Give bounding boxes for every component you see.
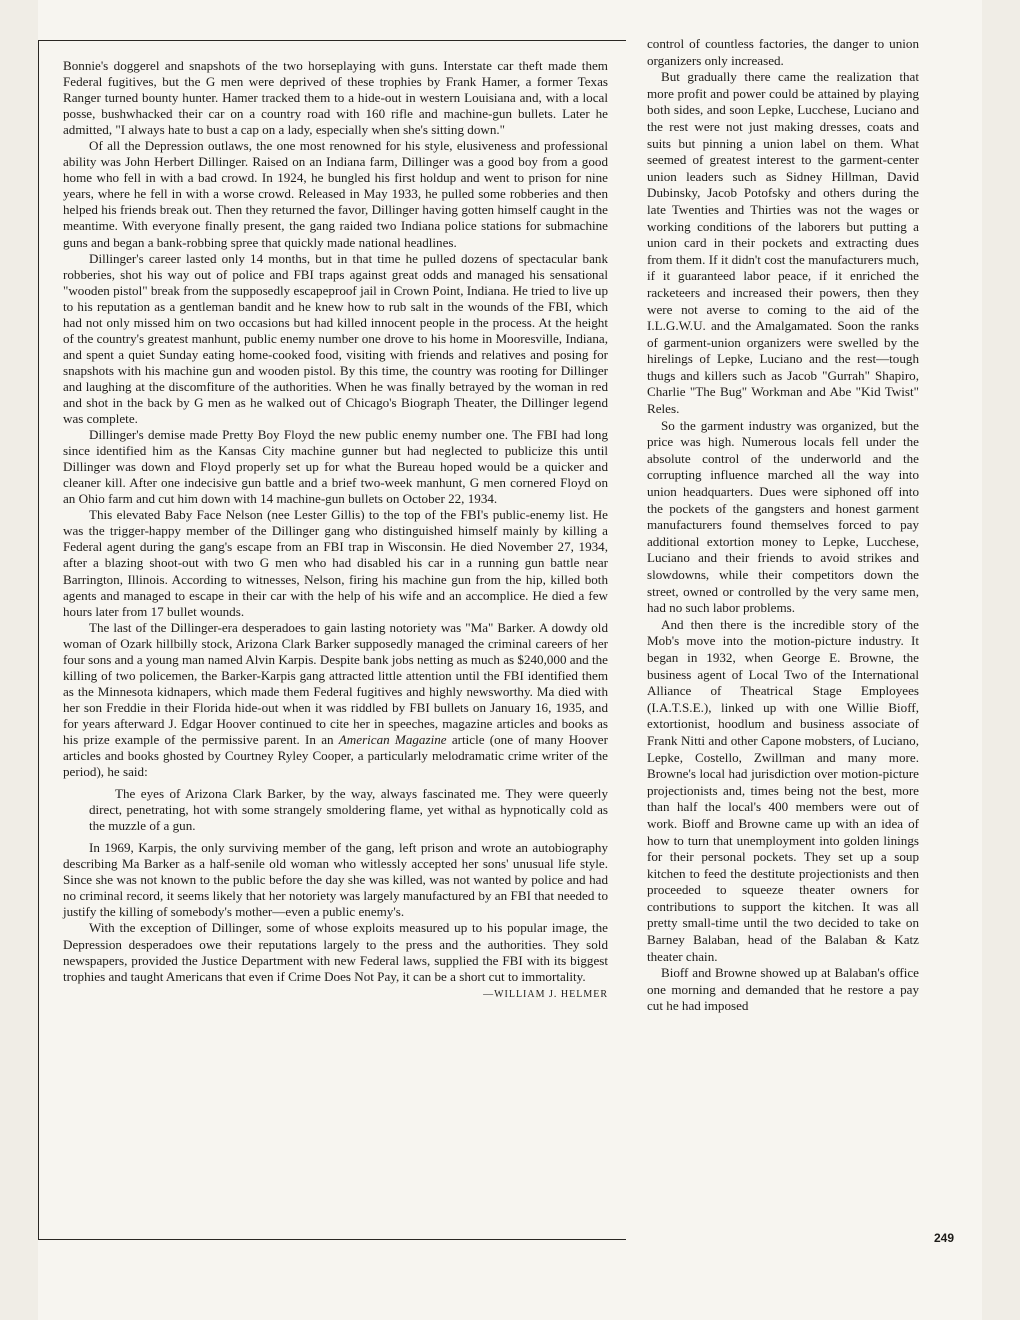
paragraph: Dillinger's career lasted only 14 months, but in that time he pulled dozens of spectacular bank robberies, shot his way out of police and FBI traps against great odds and managed his sensational "wooden pistol" break from the supposedly escapeproof jail in Crown Point, Indiana. He tried to live up to his reputation as a gentleman bandit and he knew how to rub salt in the wounds of the FBI, which had not only missed him on two occasions but had killed innocent people in the process. At the height of the country's greatest manhunt, public enemy number one drove to his home in Mooresville, Indiana, and spent a quiet Sunday eating home-cooked food, visiting with friends and relatives and posing for snapshots with his machine gun and wooden pistol. By this time, the country was rooting for Dillinger and laughing at the discomfiture of the authorities. When he was finally betrayed by the woman in red and shot in the back by G men as he walked out of Chicago's Biograph Theater, the Dillinger legend was complete.: [63, 250, 608, 427]
paragraph: And then there is the incredible story of the Mob's move into the motion-picture industry. It began in 1932, when George E. Browne, the business agent of Local Two of the International Alliance of Theatrical Stage Employees (I.A.T.S.E.), linked up with one Willie Bioff, extortionist, hoodlum and business associate of Frank Nitti and other Capone mobsters, of Luciano, Lepke, Costello, Zwillman and many more. Browne's local had jurisdiction over motion-picture projectionists and, times being not the best, more than half the local's 400 members were out of work. Bioff and Browne came up with an idea of how to turn that unemployment into golden linings for their personal pockets. They set up a soup kitchen to feed the destitute projectionists and then proceeded to squeeze theater owners for contributions to support the kitchen. It was all pretty small-time until the two decided to take on Barney Balaban, head of the Balaban & Katz theater chain.: [647, 616, 919, 964]
paragraph: This elevated Baby Face Nelson (nee Lester Gillis) to the top of the FBI's public-enemy list. He was the trigger-happy member of the Dillinger gang who distinguished himself mainly by killing a Federal agent during the gang's escape from an FBI trap in Wisconsin. He died November 27, 1934, after a blazing shoot-out with two G men who had disabled his car in a running gun battle near Barrington, Illinois. According to witnesses, Nelson, firing his machine gun from the hip, killed both agents and managed to escape in their car with the help of his wife and an accomplice. He died a few hours later from 17 bullet wounds.: [63, 507, 608, 619]
block-quote: [63, 786, 608, 834]
main-article-column: [647, 36, 919, 1015]
paragraph: With the exception of Dillinger, some of whose exploits measured up to his popular image, the Depression desperadoes owe their reputations largely to the press and the authorities. They sold newspapers, provided the Justice Department with new Federal laws, supplied the FBI with its biggest trophies and taught Americans that even if Crime Does Not Pay, it can be a short cut to immortality.: [63, 920, 608, 984]
paragraph: Of all the Depression outlaws, the one most renowned for his style, elusiveness and professional ability was John Herbert Dillinger. Raised on an Indiana farm, Dillinger was a good boy from a good home who fell in with a bad crowd. In 1924, he bungled his first holdup and went to prison for nine years, where he fell in with a worse crowd. Released in May 1933, he pulled some robberies and then helped his friends break out. Then they returned the favor, Dillinger having gotten himself caught in the meantime. With everyone finally present, the gang raided two Indiana police stations for submachine guns and began a bank-robbing spree that quickly made national headlines.: [63, 138, 608, 250]
page-number: 249: [934, 1231, 955, 1245]
paragraph: control of countless factories, the danger to union organizers only increased.: [647, 36, 919, 68]
sidebar-article-column: [63, 58, 608, 1003]
magazine-title: American Magazine: [338, 731, 447, 747]
paragraph: Dillinger's demise made Pretty Boy Floyd the new public enemy number one. The FBI had long since identified him as the Kansas City machine gunner but had neglected to publicize this until Dillinger was down and Floyd properly set up for what the Bureau hoped would be a quicker and cleaner kill. After one indecisive gun battle and a brief two-week manhunt, G men cornered Floyd on an Ohio farm and cut him down with 14 machine-gun bullets on October 22, 1934.: [63, 427, 608, 507]
paragraph: Bioff and Browne showed up at Balaban's office one morning and demanded that he restore a pay cut he had imposed: [647, 965, 919, 1014]
paragraph-with-citation: [63, 620, 608, 780]
paragraph: So the garment industry was organized, but the price was high. Numerous locals fell under the absolute control of the underworld and the corrupting influence marched all the way into union headquarters. Dues were siphoned off into the pockets of the gangsters and honest garment manufacturers found themselves forced to pay additional extortion money to Lepke, Lucchese, Luciano and their friends to avoid strikes and slowdowns, while their competitors down the street, owned or controlled by the very same men, had no such labor problems.: [647, 417, 919, 616]
author-byline: —WILLIAM J. HELMER: [483, 988, 608, 1000]
paragraph: Bonnie's doggerel and snapshots of the two horseplaying with guns. Interstate car theft made them Federal fugitives, but the G men were deprived of these trophies by Frank Hamer, a former Texas Ranger turned bounty hunter. Hamer tracked them to a hide-out in western Louisiana and, with a local posse, bushwhacked their car on a country road with 160 rifle and machine-gun bullets. Later he admitted, "I always hate to bust a cap on a lady, especially when she's sitting down.": [63, 58, 608, 138]
quote-text: The eyes of Arizona Clark Barker, by the way, always fascinated me. They were queerly direct, penetrating, hot with some strangely smoldering flame, yet withal as hypnotically cold as the muzzle of a gun.: [89, 786, 608, 834]
paragraph-text: article (one of many Hoover articles and books ghosted by Courtney Ryley Cooper, a particularly melodramatic crime writer of the period), he said:: [63, 731, 608, 780]
paragraph-text: The last of the Dillinger-era desperadoes to gain lasting notoriety was "Ma" Barker. A dowdy old woman of Ozark hillbilly stock, Arizona Clark Barker supposedly managed the criminal careers of her four sons and a young man named Alvin Karpis. Despite bank jobs netting as much as $240,000 and the killing of two policemen, the Barker-Karpis gang attracted little attention until the FBI identified them as the Minnesota kidnapers, which made them Federal fugitives and highly newsworthy. Ma died with her son Freddie in their Florida hide-out when it was riddled by FBI bullets on January 16, 1935, and for years afterward J. Edgar Hoover continued to cite her in speeches, magazine articles and books as his prize example of the permissive parent. In an: [63, 619, 608, 747]
paragraph: In 1969, Karpis, the only surviving member of the gang, left prison and wrote an autobiography describing Ma Barker as a half-senile old woman who witlessly accepted her sons' unusual life style. Since she was not known to the public before the day she was killed, was not wanted by police and had no criminal record, it seems likely that her notoriety was largely manufactured by an FBI that needed to justify the killing of somebody's mother—even a public enemy's.: [63, 840, 608, 920]
paragraph: But gradually there came the realization that more profit and power could be attained by playing both sides, and soon Lepke, Lucchese, Luciano and the rest were not just making dresses, coats and suits but pinning a union label on them. What seemed of greatest interest to the garment-center union leaders such as Sidney Hillman, David Dubinsky, Jacob Potofsky and others during the late Twenties and Thirties was not the wages or working conditions of the laborers but putting a union card in their pockets and extracting dues from them. If it didn't cost the manufacturers much, if it guaranteed labor peace, if it enriched the racketeers and increased their powers, then they were not averse to coming to the aid of the I.L.G.W.U. and the Amalgamated. Soon the ranks of garment-union organizers were swelled by the hirelings of Lepke, Luciano and the rest—tough thugs and killers such as Jacob "Gurrah" Shapiro, Charlie "The Bug" Workman and Abe "Kid Twist" Reles.: [647, 69, 919, 417]
